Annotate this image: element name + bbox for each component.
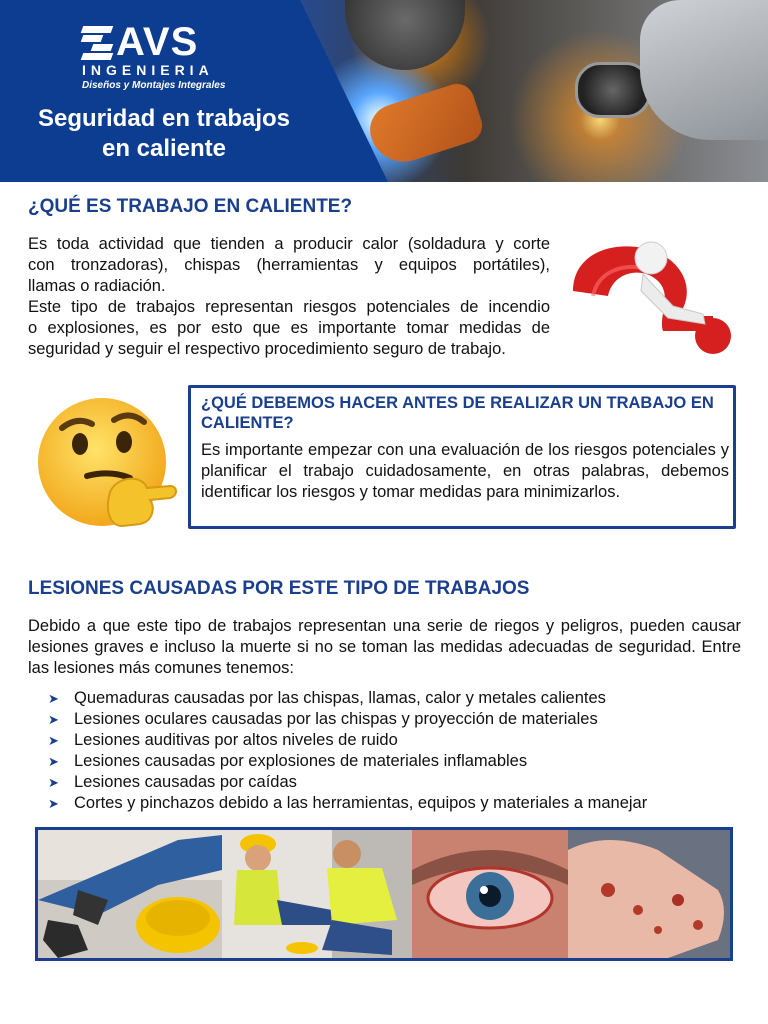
page-title-line1: Seguridad en trabajos (37, 105, 291, 132)
section-what-is-line2: con tronzadoras), chispas (herramientas y equipos portátiles), (28, 256, 550, 274)
section-heading-what-is: ¿QUÉ ES TRABAJO EN CALIENTE? (28, 196, 353, 217)
list-item-text: Lesiones oculares causadas por las chispas y proyección de materiales (74, 710, 598, 728)
list-item (48, 772, 647, 793)
arrow-bullet-icon: ➤ (48, 712, 59, 727)
list-item (48, 751, 647, 772)
company-logo-subtitle: INGENIERIA (82, 62, 214, 78)
section-injuries-intro: Debido a que este tipo de trabajos representan una serie de riegos y peligros, pueden causar lesiones graves e incluso la muerte si no se toman las medidas adecuadas de seguridad. Entre las lesiones más comunes tenemos: (28, 617, 741, 677)
fallen-worker-photo (38, 830, 222, 958)
injury-photos-strip (35, 827, 733, 961)
section-what-is-line5: o explosiones, es por esto que es importante tomar medidas de (28, 319, 550, 337)
section-heading-injuries: LESIONES CAUSADAS POR ESTE TIPO DE TRABAJOS (28, 578, 530, 599)
list-item-text: Lesiones auditivas por altos niveles de ruido (74, 731, 398, 749)
page-title (14, 104, 314, 164)
callout-text: Es importante empezar con una evaluación de los riesgos potenciales y planificar el trabajo cuidadosamente, en otras palabras, debemos identificar los riesgos y tomar medidas para minimizarlos. (201, 441, 729, 501)
arrow-bullet-icon: ➤ (48, 796, 59, 811)
section-what-is-text (28, 234, 550, 360)
arrow-bullet-icon: ➤ (48, 733, 59, 748)
arrow-bullet-icon: ➤ (48, 754, 59, 769)
burned-hand-photo (568, 830, 730, 958)
thinking-face-icon (32, 396, 182, 532)
avs-logo-icon (82, 26, 112, 60)
list-item (48, 709, 647, 730)
company-tagline: Diseños y Montajes Integrales (82, 80, 226, 91)
section-what-is-line1: Es toda actividad que tienden a producir calor (soldadura y corte (28, 235, 550, 253)
question-mark-figure-image (563, 236, 743, 361)
page-title-line2: en caliente (101, 135, 227, 162)
list-item-text: Quemaduras causadas por las chispas, llamas, calor y metales calientes (74, 689, 606, 707)
section-what-is-line3: llamas o radiación. (28, 277, 166, 295)
list-item (48, 688, 647, 709)
injuries-list (48, 688, 647, 814)
first-aid-workers-photo (222, 830, 412, 958)
arrow-bullet-icon: ➤ (48, 775, 59, 790)
header-banner (0, 0, 768, 182)
callout-heading: ¿QUÉ DEBEMOS HACER ANTES DE REALIZAR UN TRABAJO EN CALIENTE? (201, 394, 714, 432)
list-item (48, 730, 647, 751)
arrow-bullet-icon: ➤ (48, 691, 59, 706)
section-what-is-line6: seguridad y seguir el respectivo procedimiento seguro de trabajo. (28, 340, 506, 358)
worker-arm-image (640, 0, 768, 140)
list-item-text: Lesiones causadas por explosiones de materiales inflamables (74, 752, 528, 770)
section-what-is-line4: Este tipo de trabajos representan riesgos potenciales de incendio (28, 298, 550, 316)
callout-box-before-work (188, 385, 736, 529)
company-logo-text: AVS (116, 20, 199, 64)
list-item-text: Lesiones causadas por caídas (74, 773, 297, 791)
list-item (48, 793, 647, 814)
injured-eye-photo (412, 830, 568, 958)
list-item-text: Cortes y pinchazos debido a las herramientas, equipos y materiales a manejar (74, 794, 648, 812)
